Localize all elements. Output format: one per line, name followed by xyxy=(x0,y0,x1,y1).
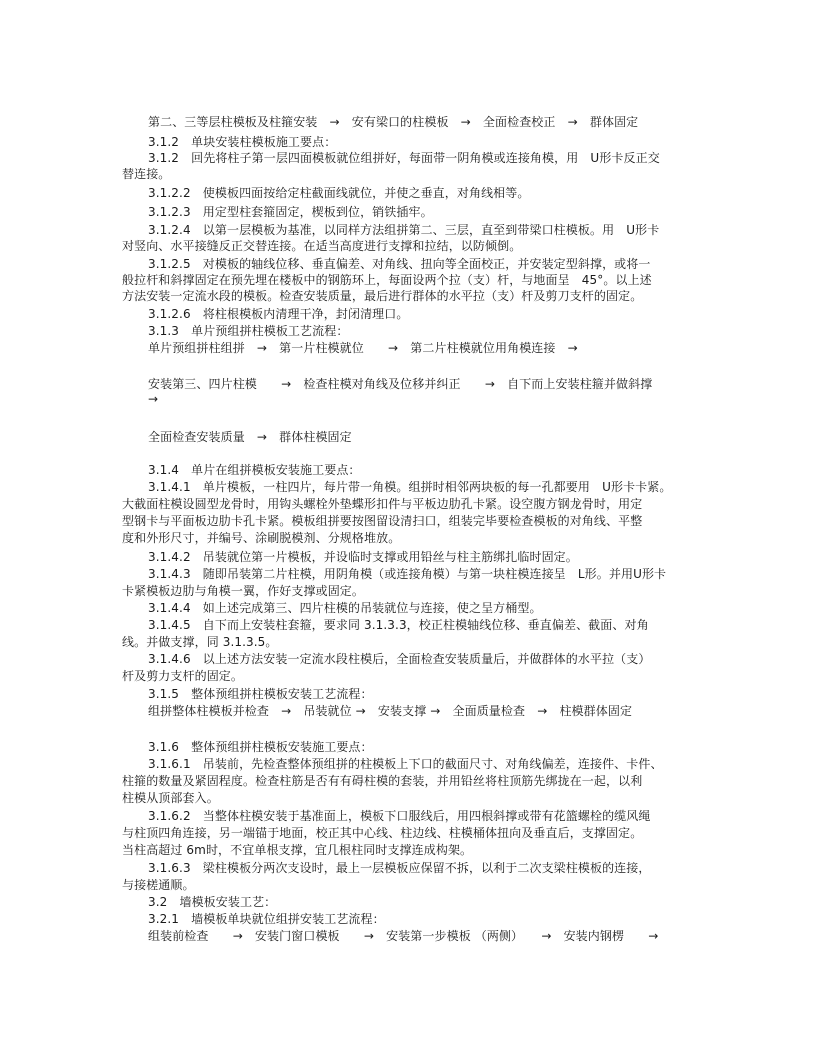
text-line: → xyxy=(148,392,159,406)
text-line: 当柱高超过 6m时，不宜单根支撑，宜几根柱同时支撑连成构架。 xyxy=(122,843,473,857)
text-line: 与柱顶四角连接，另一端锚于地面，校正其中心线、柱边线、柱模桶体扭向及垂直后，支撑固定。 xyxy=(122,826,643,840)
text-line: 安装第三、四片柱模 → 检查柱模对角线及位移并纠正 → 自下而上安装柱箍并做斜撑 xyxy=(148,377,653,391)
text-line: 3.1.4.4 如上述完成第三、四片柱模的吊装就位与连接，使之呈方桶型。 xyxy=(148,601,542,615)
text-line: 3.1.4.2 吊装就位第一片模板，并设临时支撑或用铅丝与柱主筋绑扎临时固定。 xyxy=(148,550,578,564)
text-line: 3.1.3 单片预组拼柱模板工艺流程： xyxy=(148,324,349,338)
text-line: 3.1.2.4 以第一层模板为基准，以同样方法组拼第二、三层，直至到带梁口柱模板。用 U形卡 xyxy=(148,223,660,237)
text-line: 组装前检查 → 安装门窗口模板 → 安装第一步模板 （两侧） → 安装内钢楞 → xyxy=(148,929,659,943)
text-line: 3.2 墙模板安装工艺： xyxy=(148,895,277,909)
text-line: 杆及剪力支杆的固定。 xyxy=(122,669,244,683)
text-line: 3.1.4 单片在组拼模板安装施工要点： xyxy=(148,463,361,477)
text-line: 组拼整体柱模板并检查 → 吊装就位 → 安装支撑 → 全面质量检查 → 柱模群体固定 xyxy=(148,704,633,718)
text-line: 3.1.4.6 以上述方法安装一定流水段柱模后，全面检查安装质量后，并做群体的水平拉（支） xyxy=(148,652,651,666)
text-line: 全面检查安装质量 → 群体柱模固定 xyxy=(148,430,352,444)
text-line: 3.1.5 整体预组拼柱模板安装工艺流程： xyxy=(148,687,373,701)
text-line: 第二、三等层柱模板及柱箍安装 → 安有梁口的柱模板 → 全面检查校正 → 群体固定 xyxy=(148,115,639,129)
text-line: 3.1.2.3 用定型柱套箍固定，楔板到位，销铁插牢。 xyxy=(148,205,433,219)
text-line: 单片预组拼柱组拼 → 第一片柱模就位 → 第二片柱模就位用角模连接 → xyxy=(148,341,578,355)
text-line: 3.1.2.5 对模板的轴线位移、垂直偏差、对角线、扭向等全面校正，并安装定型斜撑，或将一 xyxy=(148,257,651,271)
text-line: 柱模从顶部套入。 xyxy=(122,791,219,805)
text-line: 3.1.6.3 梁柱模板分两次支设时，最上一层模板应保留不拆，以利于二次支梁柱模板的连接， xyxy=(148,861,651,875)
text-line: 卡紧模板边肋与角模一翼，作好支撑或固定。 xyxy=(122,584,365,598)
text-line: 3.1.6.2 当整体柱模安装于基准面上，模板下口服线后，用四根斜撑或带有花篮螺栓的缆风绳 xyxy=(148,809,651,823)
text-line: 方法安装一定流水段的模板。检查安装质量，最后进行群体的水平拉（支）杆及剪刀支杆的固定。 xyxy=(122,289,643,303)
text-line: 3.2.1 墙模板单块就位组拼安装工艺流程： xyxy=(148,912,385,926)
text-line: 3.1.2.6 将柱根模板内清理干净，封闭清理口。 xyxy=(148,307,409,321)
text-line: 3.1.4.5 自下而上安装柱套箍，要求同 3.1.3.3，校正柱模轴线位移、垂直偏差、截面、对角 xyxy=(148,618,649,632)
text-line: 3.1.4.3 随即吊装第二片柱模，用阴角模（或连接角模）与第一块柱模连接呈 L形。并用U形卡 xyxy=(148,567,667,581)
text-line: 替连接。 xyxy=(122,167,171,181)
text-line: 线。并做支撑，同 3.1.3.5。 xyxy=(122,635,278,649)
text-line: 型钢卡与平面板边肋卡孔卡紧。模板组拼要按图留设清扫口，组装完毕要检查模板的对角线、平整 xyxy=(122,514,643,528)
text-line: 3.1.2 回先将柱子第一层四面模板就位组拼好，每面带一阴角模或连接角模，用 U形卡反正交 xyxy=(148,151,660,165)
text-line: 般拉杆和斜撑固定在预先埋在楼板中的钢筋环上，每面设两个拉（支）杆，与地面呈 45°。以上述 xyxy=(122,273,652,287)
text-line: 3.1.2.2 使模板四面按给定柱截面线就位，并使之垂直，对角线相等。 xyxy=(148,186,530,200)
text-line: 3.1.4.1 单片模板，一柱四片，每片带一角模。组拼时相邻两块板的每一孔都要用 U形卡卡紧。 xyxy=(148,480,672,494)
text-line: 大截面柱模设圆型龙骨时，用钩头螺栓外垫蝶形扣件与平板边肋孔卡紧。设空腹方钢龙骨时，用定 xyxy=(122,497,643,511)
text-line: 与接槎通顺。 xyxy=(122,878,195,892)
text-line: 3.1.6 整体预组拼柱模板安装施工要点： xyxy=(148,740,373,754)
text-line: 对竖向、水平接缝反正交替连接。在适当高度进行支撑和拉结，以防倾倒。 xyxy=(122,239,522,253)
text-line: 3.1.2 单块安装柱模板施工要点： xyxy=(148,135,337,149)
text-line: 柱箍的数量及紧固程度。检查柱筋是否有有碍柱模的套装，并用铅丝将柱顶筋先绑拢在一起，以利 xyxy=(122,774,643,788)
text-line: 3.1.6.1 吊装前，先检查整体预组拼的柱模板上下口的截面尺寸、对角线偏差，连接件、卡件、 xyxy=(148,757,663,771)
text-line: 度和外形尺寸，并编号、涂刷脱模剂、分规格堆放。 xyxy=(122,531,401,545)
